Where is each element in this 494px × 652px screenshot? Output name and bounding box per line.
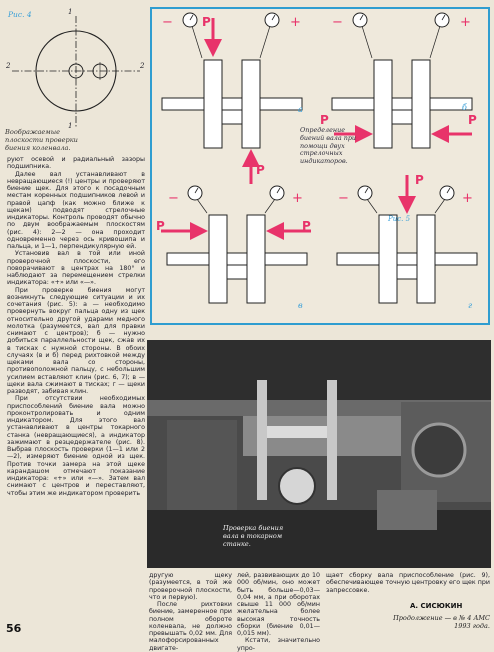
figure-5-title: Рис. 5	[388, 215, 411, 223]
figure-5	[150, 7, 490, 325]
figure-5-plus-b: +	[460, 15, 471, 30]
figure-5-panel-b: б	[462, 103, 467, 112]
figure-4-title: Рис. 4	[8, 10, 32, 19]
figure-5-panel-a: а	[298, 105, 303, 114]
paragraph: После рихтовки биение, замеренное при полном обороте коленвала, не должно превышать 0,02 мм. Для малофорсированных двигате-	[149, 601, 232, 652]
figure-4-label-bottom: 1	[68, 122, 73, 130]
figure-5-plus-a: +	[290, 15, 301, 30]
paragraph: Кстати, значительно упро-	[237, 637, 320, 652]
figure-5-panel-c: в	[298, 301, 303, 310]
figure-5-minus-c: −	[168, 191, 179, 206]
text-column-4	[326, 572, 490, 602]
photo-caption: Проверка биения вала в токарном станке.	[223, 524, 284, 548]
figure-5-plus-c: +	[292, 191, 303, 206]
figure-5-plus-d: +	[462, 191, 473, 206]
figure-4-label-left: 2	[6, 62, 11, 70]
text-column-2	[149, 572, 232, 652]
figure-5-caption: Определение биений вала при помощи двух стрелочных индикаторов.	[300, 126, 357, 166]
figure-4	[4, 8, 148, 132]
figure-4-caption: Воображаемые плоскости проверки биения коленвала.	[5, 128, 78, 152]
paragraph: Далее вал устанавливают в невращающиеся (!) центры и проверяют биение щек. Для этого к посадочным местам коренных подшипников левой и правой цапф (как можно ближе к щекам) подводят стрелочные индикаторы. Контроль проводят обычно по двум воображаемым плоскостям (рис. 4): 2—2 — она проходит одновременно через ось кривошипа и пальца, и 1—1, перпендикулярную ей.	[7, 170, 145, 250]
continuation-note: Продолжение — в № 4 АМС 1993 года.	[393, 614, 490, 630]
figure-5-force-b-left: P	[320, 113, 329, 127]
paragraph: руют осевой и радиальный зазоры подшипника.	[7, 156, 145, 171]
paragraph: лей, развивающих до 10 000 об/мин, оно может быть больше—0,03—0,04 мм, а при оборотах свыше 11 000 об/мин желательна более высокая точность сборки (биение 0,01—0,015 мм).	[237, 572, 320, 637]
paragraph: При отсутствии необходимых приспособлений биение вала можно проконтролировать и одним индикатором. Для этого вал устанавливают в центры токарного станка (невращающиеся), а индикатор зажимают в резцедержателе (рис. 8). Выбрав плоскость проверки (1—1 или 2—2), измеряют биение одной из щек. Против точки замера на этой щеке карандашом отмечают показание индикатора: «+» или «—». Затем вал снимают с центров и переставляют, чтобы этим же индикатором проверить	[7, 395, 145, 497]
figure-5-minus-a: −	[162, 15, 173, 30]
figure-4-label-right: 2	[140, 62, 145, 70]
figure-4-drawing	[4, 8, 148, 132]
text-column-3	[237, 572, 320, 652]
figure-5-minus-d: −	[338, 191, 349, 206]
figure-4-label-top: 1	[68, 8, 73, 16]
author-signature: А. СИСЮКИН	[410, 602, 463, 610]
paragraph: При проверке биения могут возникнуть следующие ситуации и их сочетания (рис. 5): а — необходимо провернуть вокруг пальца одну из щек относительно другой ударами медного молотка (разумеется, вал для правки снимают с центров); б — нужно добиться параллельности щек, сжав их в тисках с нужной стороны. В обоих случаях (в и б) перед рихтовкой между щеками вала со стороны, противоположной пальцу, с небольшим усилием вставляют клин (рис. 6, 7); в — щеки вала сжимают в тисках; г — щеки разводят, забивая клин.	[7, 286, 145, 395]
figure-5-force-c-left: P	[156, 219, 165, 233]
figure-5-minus-b: −	[332, 15, 343, 30]
text-column-1	[7, 156, 145, 612]
page-number: 56	[6, 622, 22, 635]
paragraph: Установив вал в той или иной проверочной плоскости, его поворачивают в центрах на 180° и наблюдают за перемещением стрелки индикатора: «+» или «—».	[7, 250, 145, 287]
lathe-photo	[147, 340, 491, 568]
figure-5-panel-d: г	[468, 301, 473, 310]
figure-5-force-b-right: P	[468, 113, 477, 127]
figure-5-force-c-right: P	[302, 219, 311, 233]
paragraph: щает сборку вала приспособление (рис. 9), обеспечивающее точную центровку его щек при запрессовке.	[326, 572, 490, 594]
figure-5-force-d-top: P	[415, 173, 424, 187]
figure-5-force-a-bottom: P	[256, 163, 265, 177]
figure-5-force-a-top: P	[202, 15, 211, 29]
paragraph: другую щеку (разумеется, в той же проверочной плоскости, что и первую).	[149, 572, 232, 601]
lathe-photo-image	[147, 340, 491, 568]
figure-5-drawing	[152, 9, 488, 323]
